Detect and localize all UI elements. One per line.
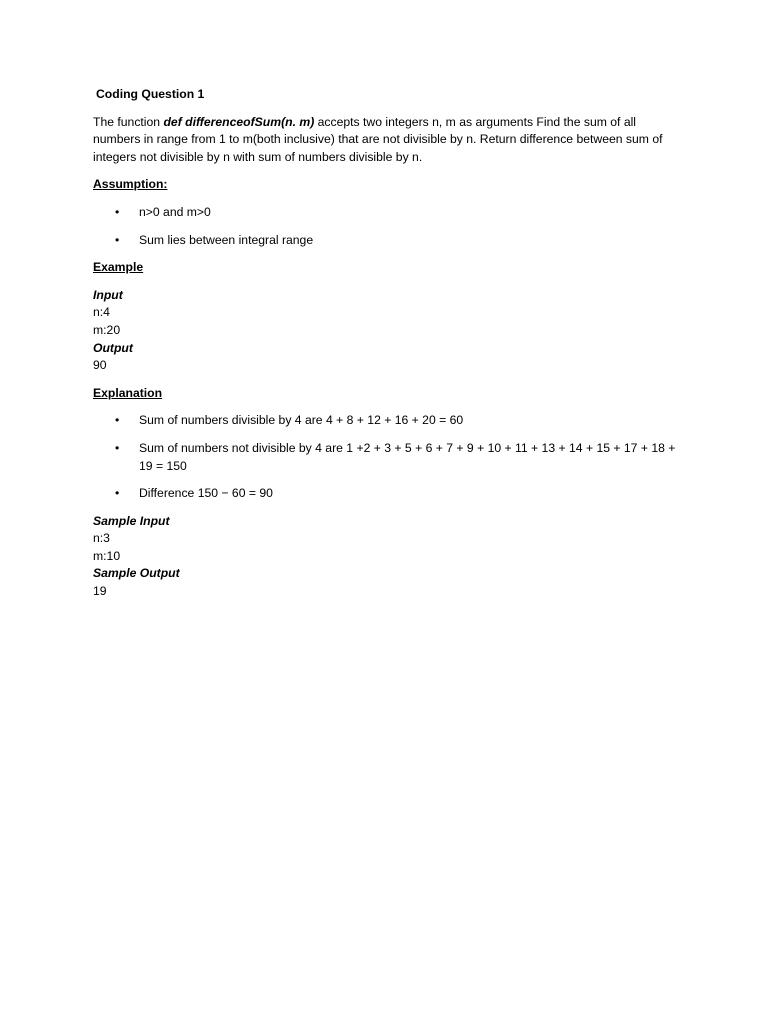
- example-input-label: Input: [93, 287, 123, 302]
- sample-input-line: n:3: [93, 531, 110, 546]
- list-item: [93, 204, 683, 222]
- example-input-line: m:20: [93, 322, 121, 337]
- list-item: [93, 412, 683, 430]
- explanation-heading: Explanation: [93, 385, 163, 400]
- description-prefix: The function: [93, 114, 164, 129]
- bullet-icon: •: [115, 486, 120, 501]
- description-suffix: accepts two integers n, m as arguments Find the sum of all numbers in range from 1 to m(both inclusive) that are not divisible by n. Return difference between sum of integers not divisible by n with sum of numbers divisible by n.: [93, 114, 663, 164]
- assumption-list: [93, 204, 683, 249]
- sample-input-line: m:10: [93, 548, 121, 563]
- bullet-icon: •: [115, 440, 120, 455]
- document-page: [93, 86, 683, 611]
- bullet-icon: •: [115, 232, 120, 247]
- explanation-list: [93, 412, 683, 502]
- list-item: [93, 485, 683, 503]
- list-item-text: Difference 150 − 60 = 90: [139, 486, 273, 501]
- example-input-line: n:4: [93, 305, 110, 320]
- list-item: [93, 440, 683, 475]
- sample-input-label: Sample Input: [93, 513, 170, 528]
- question-title: Coding Question 1: [96, 87, 205, 101]
- sample-block: [93, 513, 683, 601]
- example-output-label: Output: [93, 340, 133, 355]
- list-item-text: Sum of numbers divisible by 4 are 4 + 8 + 12 + 16 + 20 = 60: [139, 413, 464, 428]
- example-block: [93, 287, 683, 375]
- example-heading: Example: [93, 260, 144, 275]
- sample-output-value: 19: [93, 584, 107, 599]
- function-signature: def differenceofSum(n. m): [163, 114, 315, 129]
- question-description: [93, 114, 683, 167]
- assumption-heading: Assumption:: [93, 177, 168, 192]
- list-item: [93, 232, 683, 250]
- list-item-text: n>0 and m>0: [139, 204, 211, 219]
- example-output-value: 90: [93, 358, 107, 373]
- list-item-text: Sum of numbers not divisible by 4 are 1 +2 + 3 + 5 + 6 + 7 + 9 + 10 + 11 + 13 + 14 + 15 + 17 + 18 + 19 = 150: [139, 440, 676, 473]
- bullet-icon: •: [115, 204, 120, 219]
- bullet-icon: •: [115, 413, 120, 428]
- list-item-text: Sum lies between integral range: [139, 232, 314, 247]
- sample-output-label: Sample Output: [93, 566, 180, 581]
